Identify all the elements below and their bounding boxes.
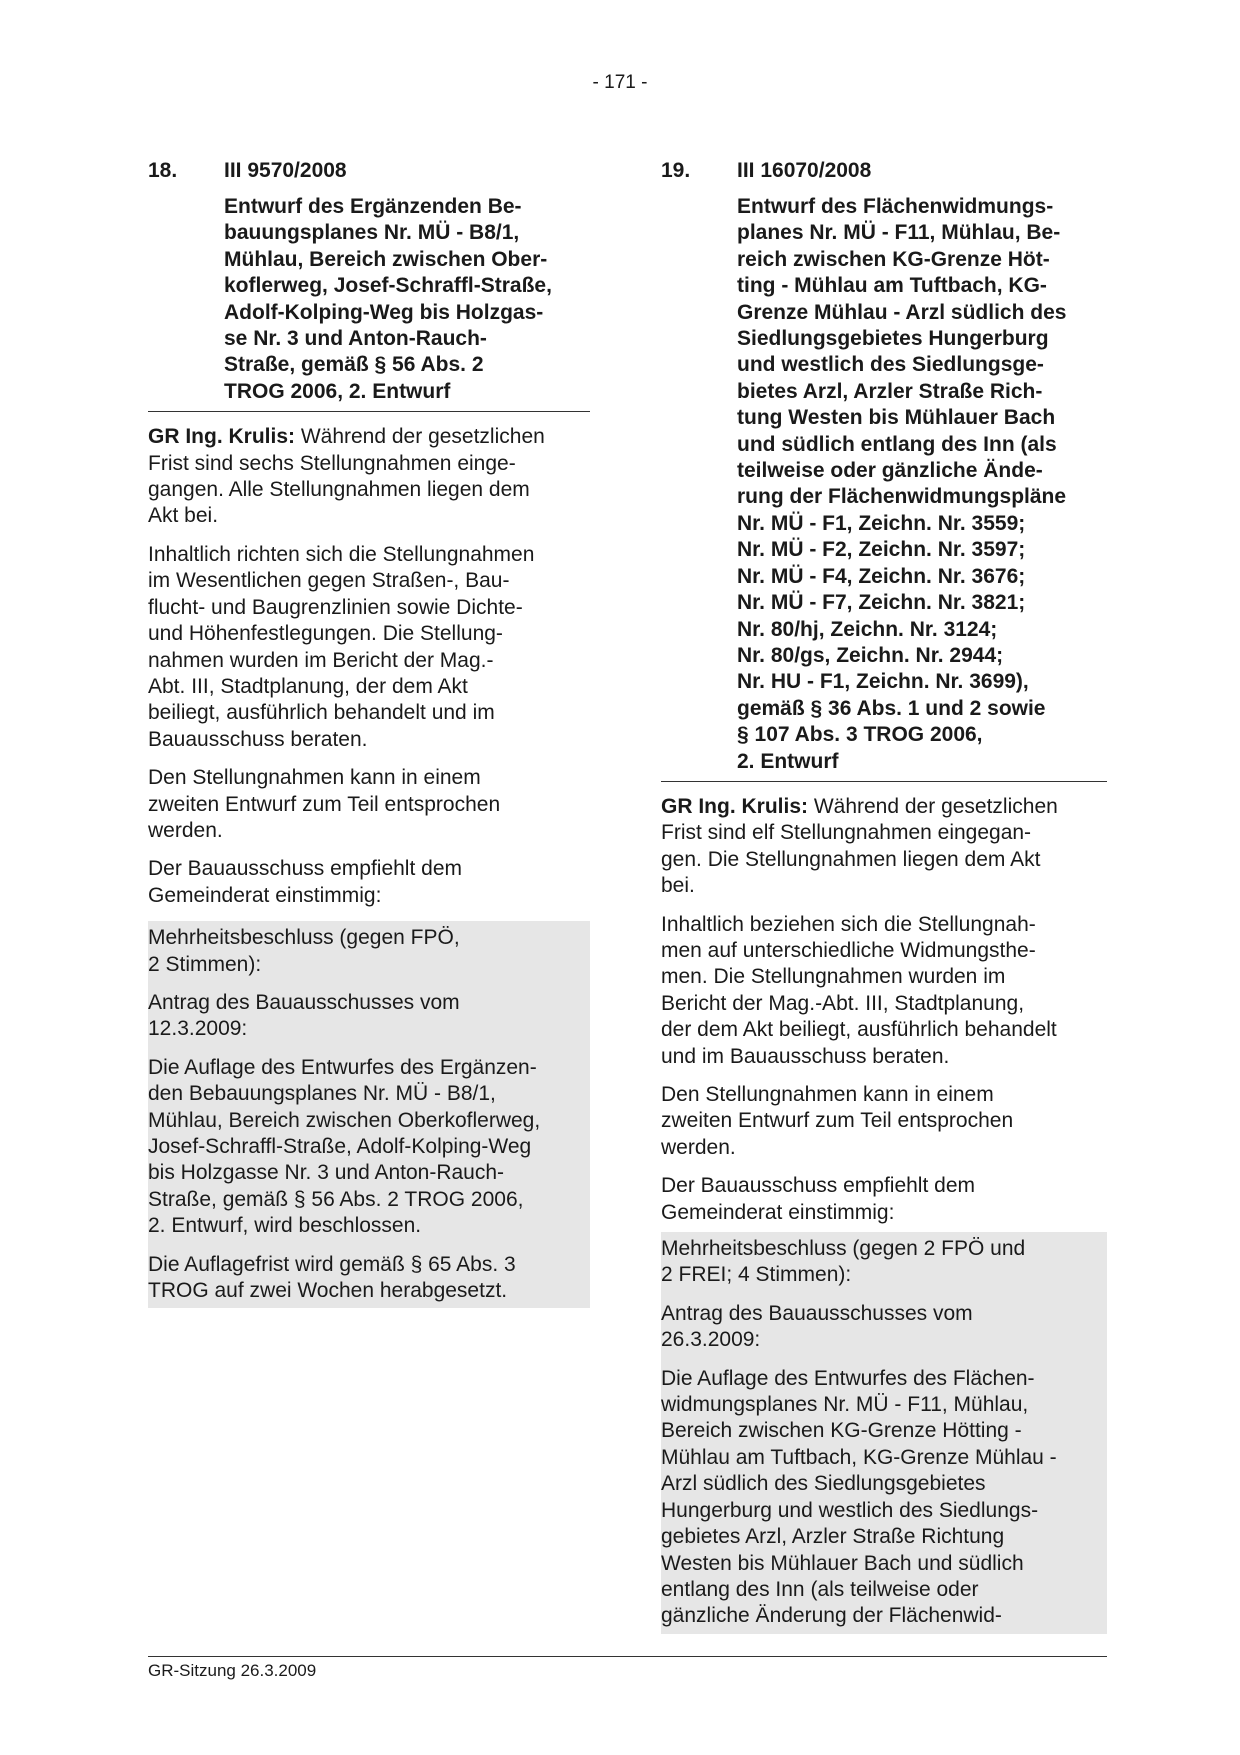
resolution-text: Die Auflage des Entwurfes des Flächen- widmungsplanes Nr. MÜ - F11, Mühlau, Bereich zwischen KG-Grenze Hötting - Mühlau am Tuftbach, KG-Grenze Mühlau - Arzl südlich des Siedlungsgebietes Hungerburg und westlich des Siedlungs- gebietes Arzl, Arzler Straße Richtung Westen bis Mühlauer Bach und südlich entlang des Inn (als teilweise oder gänzliche Änderung der Flächenwid- (661, 1366, 1057, 1628)
resolution-text: Die Auflage des Entwurfes des Ergänzen- den Bebauungsplanes Nr. MÜ - B8/1, Mühlau, Bereich zwischen Oberkoflerweg, Josef-Schraffl-Straße, Adolf-Kolping-Weg bis Holzgasse Nr. 3 und Anton-Rauch- Straße, gemäß § 56 Abs. 2 TROG 2006, 2. Entwurf, wird beschlossen. (148, 1055, 541, 1238)
item-reference: III 16070/2008 (737, 159, 872, 182)
item-number: 19. (661, 159, 691, 182)
paragraph: Inhaltlich beziehen sich die Stellungnah- men auf unterschiedliche Widmungsthe- men. Die Stellungnahmen wurden im Bericht der Mag.-Abt. III, Stadtplanung, der dem Akt beiliegt, ausführlich behandelt und im Bauausschuss beraten. (661, 912, 1057, 1068)
agenda-item-19 (661, 158, 1107, 1634)
resolution-block (661, 1232, 1107, 1634)
footer-session-date: GR-Sitzung 26.3.2009 (148, 1661, 317, 1680)
statement-text: Während der gesetzlichen Frist sind sechs Stellungnahmen einge- gangen. Alle Stellungnahmen liegen dem Akt bei. (148, 425, 545, 528)
resolution-extra: Die Auflagefrist wird gemäß § 65 Abs. 3 TROG auf zwei Wochen herabgesetzt. (148, 1252, 516, 1303)
motion-heading: Antrag des Bauausschusses vom 26.3.2009: (661, 1301, 973, 1352)
paragraph: Den Stellungnahmen kann in einem zweiten Entwurf zum Teil entsprochen werden. (148, 766, 501, 842)
paragraph: Der Bauausschuss empfiehlt dem Gemeinderat einstimmig: (661, 1174, 975, 1224)
item-heading (661, 158, 1107, 184)
speaker-name: GR Ing. Krulis: (148, 425, 295, 449)
paragraph: Den Stellungnahmen kann in einem zweiten Entwurf zum Teil entsprochen werden. (661, 1083, 1014, 1159)
paragraph: Inhaltlich richten sich die Stellungnahmen im Wesentlichen gegen Straßen-, Bau- flucht- und Baugrenzlinien sowie Dichte- und Höhenfestlegungen. Die Stellung- nahmen wurden im Bericht der Mag.- Abt. III, Stadtplanung, der dem Akt beiliegt, ausführlich behandelt und im Bauausschuss beraten. (148, 542, 535, 751)
speaker-name: GR Ing. Krulis: (661, 794, 808, 818)
title-divider (661, 781, 1107, 782)
statement-text: Während der gesetzlichen Frist sind elf Stellungnahmen eingegan- gen. Die Stellungnahmen liegen dem Akt bei. (661, 794, 1058, 898)
motion-heading: Antrag des Bauausschusses vom 12.3.2009: (148, 990, 460, 1041)
speaker-statement (661, 794, 1107, 900)
title-divider (148, 411, 590, 412)
item-reference: III 9570/2008 (224, 159, 347, 182)
footer-divider (148, 1656, 1107, 1657)
page-number: - 171 - (592, 72, 648, 93)
item-heading (148, 158, 590, 184)
paragraph: Der Bauausschuss empfiehlt dem Gemeinderat einstimmig: (148, 857, 462, 907)
speaker-statement (148, 424, 590, 530)
vote-result: Mehrheitsbeschluss (gegen 2 FPÖ und 2 FREI; 4 Stimmen): (661, 1237, 1026, 1287)
item-title: Entwurf des Ergänzenden Be- bauungsplanes Nr. MÜ - B8/1, Mühlau, Bereich zwischen Ober- koflerweg, Josef-Schraffl-Straße, Adolf-Kolping-Weg bis Holzgas- se Nr. 3 und Anton-Rauch- Straße, gemäß § 56 Abs. 2 TROG 2006, 2. Entwurf (224, 195, 552, 403)
item-title: Entwurf des Flächenwidmungs- planes Nr. MÜ - F11, Mühlau, Be- reich zwischen KG-Grenze Höt- ting - Mühlau am Tuftbach, KG- Grenze Mühlau - Arzl südlich des Siedlungsgebietes Hungerburg und westlich des Siedlungsge- bietes Arzl, Arzler Straße Rich- tung Westen bis Mühlauer Bach und südlich entlang des Inn (als teilweise oder gänzliche Ände- rung der Flächenwidmungspläne Nr. MÜ - F1, Zeichn. Nr. 3559; Nr. MÜ - F2, Zeichn. Nr. 3597; Nr. MÜ - F4, Zeichn. Nr. 3676; Nr. MÜ - F7, Zeichn. Nr. 3821; Nr. 80/hj, Zeichn. Nr. 3124; Nr. 80/gs, Zeichn. Nr. 2944; Nr. HU - F1, Zeichn. Nr. 3699), gemäß § 36 Abs. 1 und 2 sowie § 107 Abs. 3 TROG 2006, 2. Entwurf (737, 195, 1067, 773)
vote-result: Mehrheitsbeschluss (gegen FPÖ, 2 Stimmen): (148, 926, 460, 976)
resolution-block (148, 921, 590, 1308)
agenda-item-18 (148, 158, 590, 1308)
item-number: 18. (148, 159, 178, 182)
